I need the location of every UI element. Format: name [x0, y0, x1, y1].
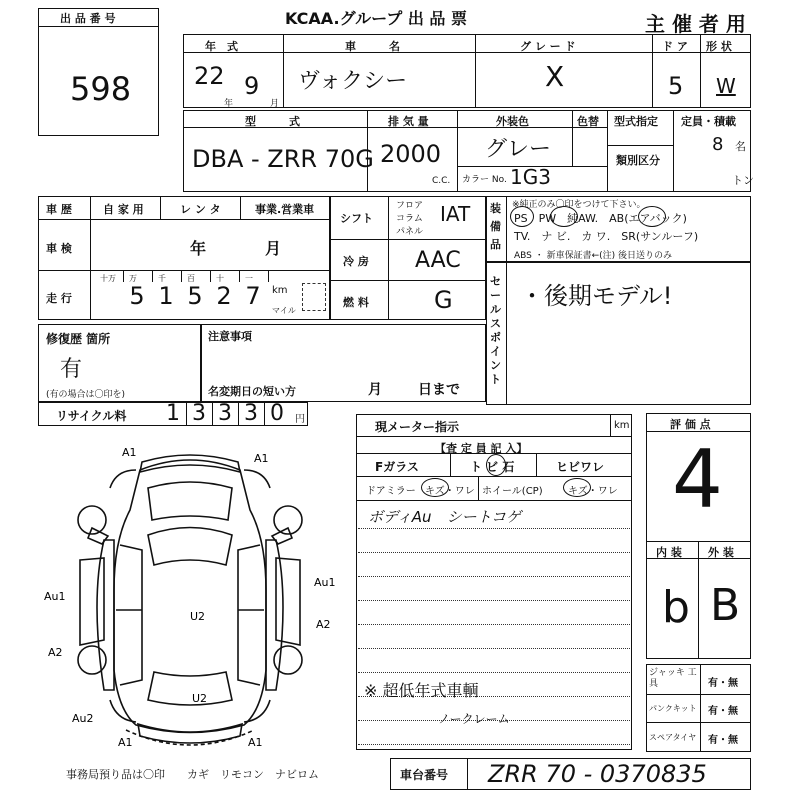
mileage-unit: 十	[216, 274, 224, 283]
body-note: ボディAu シートコゲ	[368, 508, 521, 526]
year-suffix: 年	[224, 99, 234, 109]
mark-front-left: A1	[122, 446, 137, 459]
month-value: 9	[244, 72, 260, 100]
puncture-label: パンクキット	[649, 704, 697, 713]
ps-circle-icon	[510, 206, 534, 227]
mark-rear-bumper-right: A1	[248, 736, 263, 749]
rental-use: レ ン タ	[180, 203, 221, 216]
tons-unit: トン	[732, 174, 754, 187]
rename-label: 名変期日の短い方	[208, 385, 296, 398]
recycle-digit: 3	[192, 401, 206, 426]
form-title: KCAA.グループ 出 品 票	[285, 9, 467, 28]
ac-value: AAC	[415, 248, 461, 273]
mark-right-rear-door: A2	[316, 618, 331, 631]
mark-rear-bumper-left: A1	[118, 736, 133, 749]
chassis-number: ZRR 70 - 0370835	[488, 760, 707, 788]
low-year-note: ※ 超低年式車輌	[364, 681, 479, 700]
car-name: ヴォクシー	[298, 69, 408, 94]
exterior-value: B	[710, 580, 741, 631]
crack-label: ヒビワレ	[556, 460, 605, 474]
equipment-note: ※純正のみ〇印をつけて下さい。	[512, 200, 646, 210]
mark-left-rear-door: A2	[48, 646, 63, 659]
interior-label: 内 装	[656, 546, 682, 559]
mileage-unit: 百	[187, 274, 195, 283]
model-code: DBA - ZRR 70G	[192, 145, 374, 173]
door-label: ド ア	[662, 40, 688, 53]
mileage-digit: 2	[216, 282, 232, 310]
meter-km: km	[614, 420, 630, 431]
repair-value: 有	[60, 357, 83, 382]
mirror-options: キズ・ワレ	[425, 486, 475, 497]
mile-checkbox[interactable]	[302, 283, 326, 311]
mileage-unit: 十万	[100, 274, 116, 283]
shift-panel: パネル	[396, 227, 424, 237]
mark-right-side: Au1	[314, 576, 336, 589]
inspection-year: 年	[190, 239, 207, 258]
inspector-label: 【査 定 員 記 入】	[435, 442, 528, 455]
cc-label: C.C.	[432, 176, 451, 186]
chip-label: ト ビ 石	[470, 460, 515, 474]
shape-value: W	[716, 74, 736, 98]
repair-label: 修復歴 箇所	[46, 332, 111, 346]
spare-label: スペアタイヤ	[649, 733, 697, 742]
recycle-digit: 1	[166, 401, 180, 426]
grade-value: X	[545, 60, 565, 93]
capacity-label: 定員・積載	[681, 115, 736, 128]
shift-column: コラム	[396, 214, 423, 224]
mileage-digit: 1	[158, 282, 174, 310]
color-no-label: カラー No.	[462, 175, 507, 185]
year-value: 22	[194, 62, 225, 90]
lot-number: 598	[70, 70, 132, 108]
puncture-options: 有・無	[708, 706, 738, 717]
grade-label: グ レ ー ド	[520, 40, 576, 53]
name-label: 車 名	[345, 40, 400, 53]
recycle-digit: 0	[270, 401, 284, 426]
type-spec-label: 型式指定	[614, 115, 658, 128]
wheel-options: キズ・ワレ	[568, 486, 618, 497]
equipment-line1: PS PW 純AW. AB(エアバック)	[514, 212, 687, 225]
equipment-line2: TV. ナ ビ. カ ワ. SR(サンルーフ)	[514, 230, 699, 243]
score-label: 評 価 点	[670, 418, 711, 431]
sales-point-label: セールスポイント	[490, 275, 501, 386]
month-suffix: 月	[270, 99, 280, 109]
inspection-label: 車 検	[46, 242, 72, 255]
capacity-unit: 名	[735, 140, 746, 153]
ab-circle-icon	[638, 206, 666, 227]
private-use: 自 家 用	[103, 203, 144, 216]
notes-label: 注意事項	[208, 330, 252, 343]
recycle-label: リサイクル料	[56, 409, 127, 423]
history-label: 車 歴	[46, 203, 72, 216]
mark-rear-left: Au2	[72, 712, 94, 725]
repair-note: (有の場合は〇印を)	[46, 390, 126, 400]
mile-label: マイル	[272, 306, 296, 315]
recycle-yen: 円	[295, 414, 305, 425]
capacity-value: 8	[712, 134, 724, 155]
shift-floor: フロア	[396, 201, 424, 211]
no-claim-note: ノークレーム	[438, 712, 510, 726]
sales-point-text: ・後期モデル!	[520, 282, 673, 310]
class-label: 類別区分	[616, 154, 660, 167]
glass-label: Fガラス	[375, 460, 419, 474]
business-use: 事業.営業車	[255, 203, 315, 216]
displacement-value: 2000	[380, 140, 442, 168]
fuel-label: 燃 料	[343, 296, 369, 309]
fuel-value: G	[434, 286, 453, 314]
shape-label: 形 状	[706, 40, 732, 53]
exterior-label: 外 装	[708, 546, 734, 559]
model-label: 型 式	[245, 115, 300, 128]
wheel-label: ホイール(CP)	[482, 486, 543, 497]
mileage-digit: 5	[187, 282, 203, 310]
equipment-label: 装 備 品	[490, 202, 501, 251]
inspection-month: 月	[265, 239, 282, 258]
interior-value: b	[662, 582, 690, 633]
mileage-unit: 千	[158, 274, 166, 283]
km-label: km	[272, 285, 288, 296]
equipment-line3: ABS ・ 新車保証書←(注) 後日送りのみ	[514, 251, 673, 261]
rename-month: 月	[368, 382, 382, 398]
mileage-unit: 万	[129, 274, 137, 283]
pw-circle-icon	[550, 206, 578, 227]
mileage-digit: 7	[245, 282, 261, 310]
mark-front-right: A1	[254, 452, 269, 465]
wheel-circle-icon	[563, 478, 591, 497]
office-items: 事務局預り品は〇印 カギ リモコン ナビロム	[66, 768, 319, 781]
mark-left-side: Au1	[44, 590, 66, 603]
jack-label: ジャッキ 工 具	[649, 668, 697, 689]
mileage-unit: 一	[245, 274, 253, 283]
year-label: 年 式	[205, 40, 238, 53]
color-no-value: 1G3	[510, 165, 551, 189]
repaint-label: 色替	[577, 115, 599, 128]
lot-number-label: 出 品 番 号	[60, 12, 116, 25]
recycle-digit: 3	[244, 401, 258, 426]
car-damage-diagram	[30, 440, 350, 760]
displacement-label: 排 気 量	[388, 115, 429, 128]
mark-trunk: U2	[192, 692, 208, 705]
mirror-circle-icon	[421, 478, 449, 497]
mileage-label: 走 行	[46, 292, 72, 305]
recycle-digit: 3	[218, 401, 232, 426]
spare-options: 有・無	[708, 735, 738, 746]
ac-label: 冷 房	[343, 255, 369, 268]
mileage-digit: 5	[129, 282, 145, 310]
rename-day: 日まで	[418, 382, 460, 398]
color-value: グレー	[485, 137, 552, 162]
chassis-label: 車台番号	[400, 768, 449, 782]
chip-circle-icon	[486, 454, 506, 476]
copy-label: 主 催 者 用	[645, 12, 746, 36]
meter-label: 現メーター指示	[375, 420, 460, 434]
shift-value: IAT	[440, 202, 471, 226]
color-label: 外装色	[496, 115, 529, 128]
jack-options: 有・無	[708, 678, 738, 689]
score-value: 4	[672, 433, 723, 526]
doors-value: 5	[668, 72, 684, 100]
mark-roof: U2	[190, 610, 206, 623]
shift-label: シフト	[340, 212, 373, 225]
mirror-label: ドアミラー	[366, 486, 416, 497]
